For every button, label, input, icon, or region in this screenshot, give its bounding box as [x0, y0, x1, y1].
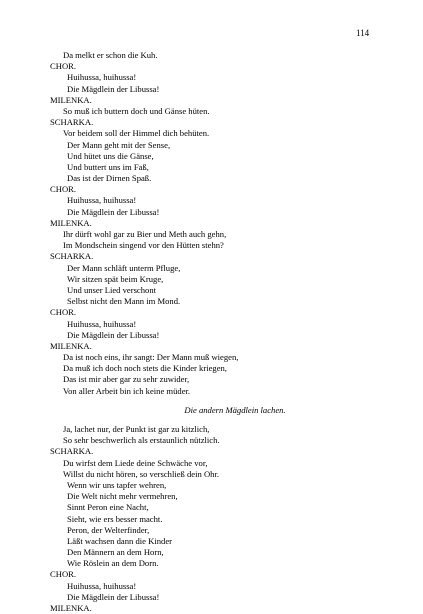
- verse-line: Da muß ich doch noch stets die Kinder kriegen,: [63, 363, 227, 374]
- verse-line: So sehr beschwerlich als erstaunlich nützlich.: [63, 435, 220, 446]
- verse-line: Die Mägdlein der Libussa!: [67, 206, 160, 217]
- verse-line: Sieht, wie ers besser macht.: [67, 513, 163, 524]
- speaker-name: CHOR.: [50, 307, 77, 318]
- speaker-name: SCHARKA.: [50, 117, 94, 128]
- speaker-name: MILENKA.: [50, 340, 92, 351]
- verse-line: Willst du nicht hören, so verschließ dein Ohr.: [63, 468, 219, 479]
- verse-line: Vor beidem soll der Himmel dich behüten.: [63, 128, 210, 139]
- verse-line: Das ist der Dirnen Spaß.: [67, 173, 152, 184]
- speaker-name: CHOR.: [50, 569, 77, 580]
- document-text: [50, 50, 380, 614]
- verse-line: Wenn wir uns tapfer wehren,: [67, 479, 167, 490]
- verse-line: Im Mondschein singend vor den Hütten stehn?: [63, 240, 224, 251]
- verse-line: Wie Röslein an dem Dorn.: [67, 558, 159, 569]
- verse-line: Die Mägdlein der Libussa!: [67, 591, 160, 602]
- verse-line: Die Welt nicht mehr vermehren,: [67, 491, 178, 502]
- verse-line: Selbst nicht den Mann im Mond.: [67, 296, 181, 307]
- verse-line: Wir sitzen spät beim Kruge,: [67, 273, 164, 284]
- verse-line: Huihussa, huihussa!: [67, 580, 137, 591]
- verse-line: Von aller Arbeit bin ich keine müder.: [63, 385, 191, 396]
- verse-line: Die Mägdlein der Libussa!: [67, 83, 160, 94]
- verse-line: Du wirfst dem Liede deine Schwäche vor,: [63, 457, 208, 468]
- verse-line: Da melkt er schon die Kuh.: [63, 50, 158, 60]
- speaker-name: SCHARKA.: [50, 251, 94, 262]
- verse-line: Und unser Lied verschont: [67, 284, 157, 295]
- verse-line: Und hütet uns die Gänse,: [67, 150, 154, 161]
- speaker-name: CHOR.: [50, 184, 77, 195]
- speaker-name: MILENKA.: [50, 603, 92, 613]
- speaker-name: MILENKA.: [50, 94, 92, 105]
- verse-line: Und buttert uns im Faß,: [67, 161, 149, 172]
- speaker-name: SCHARKA.: [50, 446, 94, 457]
- verse-line: Huihussa, huihussa!: [67, 195, 137, 206]
- verse-line: Der Mann geht mit der Sense,: [67, 139, 171, 150]
- stage-direction: Die andern Mägdlein lachen.: [184, 404, 286, 415]
- page-number: 114: [356, 28, 370, 38]
- speaker-name: MILENKA.: [50, 217, 92, 228]
- verse-line: Der Mann schläft unterm Pfluge,: [67, 262, 181, 273]
- verse-line: Peron, der Welterfinder,: [67, 524, 150, 535]
- verse-line: Ihr dürft wohl gar zu Bier und Meth auch gehn,: [63, 229, 227, 239]
- verse-line: Huihussa, huihussa!: [67, 318, 137, 329]
- verse-line: Da ist noch eins, ihr sangt: Der Mann muß wiegen,: [63, 352, 239, 363]
- verse-line: Läßt wachsen dann die Kinder: [67, 535, 172, 546]
- verse-line: Ja, lachet nur, der Punkt ist gar zu kitzlich,: [63, 424, 210, 434]
- verse-line: Den Männern an dem Horn,: [67, 547, 164, 558]
- verse-line: So muß ich buttern doch und Gänse hüten.: [63, 105, 210, 116]
- speaker-name: CHOR.: [50, 61, 77, 72]
- verse-line: Huihussa, huihussa!: [67, 72, 137, 83]
- verse-line: Das ist mir aber gar zu sehr zuwider,: [63, 374, 190, 385]
- verse-line: Sinnt Peron eine Nacht,: [67, 502, 149, 513]
- verse-line: Die Mägdlein der Libussa!: [67, 329, 160, 340]
